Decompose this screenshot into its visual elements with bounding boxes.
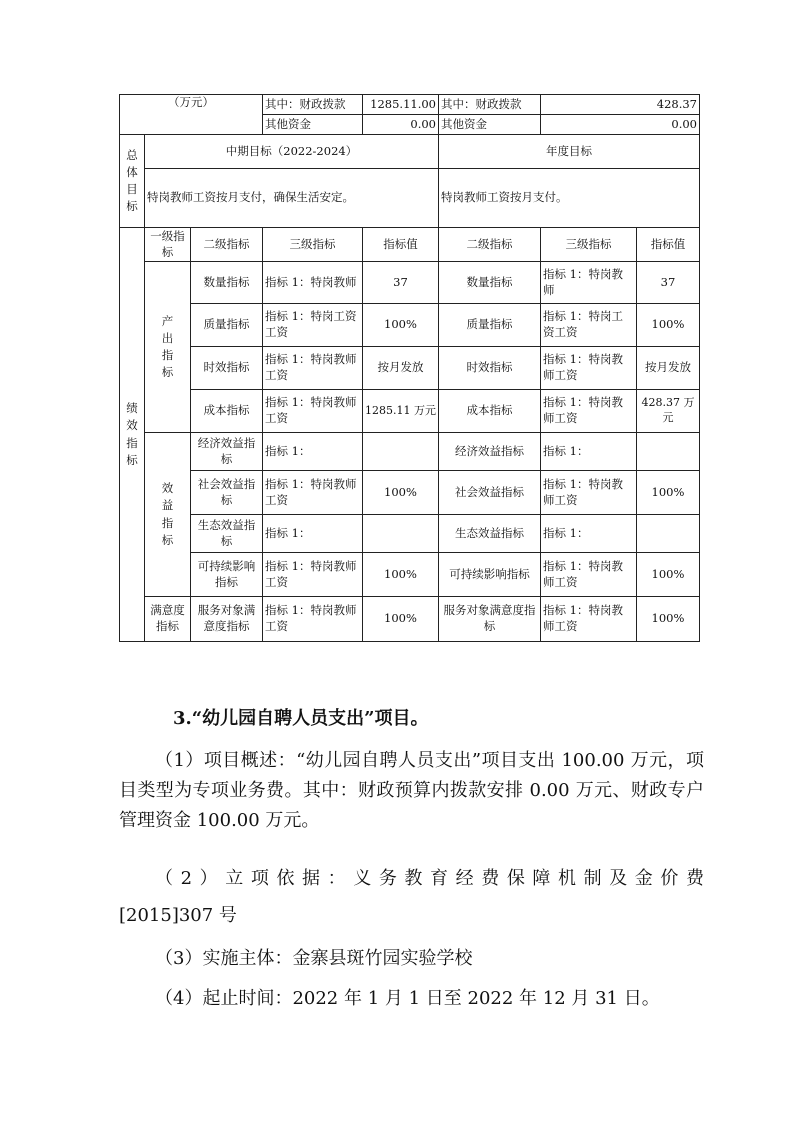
level2-cell: 数量指标	[191, 262, 263, 304]
project-basis-line1: （2）立项依据：义务教育经费保障机制及金价费	[155, 868, 704, 889]
level2-cell: 质量指标	[191, 304, 263, 347]
funds-unit-label: （万元）	[120, 95, 263, 135]
level2-annual-cell: 成本指标	[439, 390, 541, 433]
value-annual-cell: 100%	[637, 553, 700, 597]
level2-annual-cell: 数量指标	[439, 262, 541, 304]
value-annual-cell: 100%	[637, 597, 700, 642]
level3-cell: 指标 1：特岗教师工资	[263, 347, 363, 390]
mid-other-value: 0.00	[363, 115, 439, 135]
level3-cell: 指标 1：特岗教师工资	[263, 471, 363, 515]
level3-annual-cell: 指标 1：特岗教师工资	[541, 347, 637, 390]
level3-annual-cell: 指标 1：特岗工资工资	[541, 304, 637, 347]
value-cell: 100%	[363, 553, 439, 597]
annual-fiscal-label: 其中：财政拨款	[439, 95, 541, 115]
value-annual-cell	[637, 433, 700, 471]
level3-annual-cell: 指标 1：特岗教师工资	[541, 553, 637, 597]
level3-annual-cell: 指标 1：特岗教师工资	[541, 471, 637, 515]
level2-annual-cell: 服务对象满意度指标	[439, 597, 541, 642]
value-annual-cell: 37	[637, 262, 700, 304]
output-indicator-label: 产出指标	[145, 262, 191, 433]
header-level3-annual: 三级指标	[541, 228, 637, 262]
level3-cell: 指标 1：特岗教师	[263, 262, 363, 304]
table-row	[120, 471, 700, 515]
level2-annual-cell: 经济效益指标	[439, 433, 541, 471]
table-row	[120, 433, 700, 471]
value-annual-cell: 428.37 万元	[637, 390, 700, 433]
level3-annual-cell: 指标 1：特岗教师	[541, 262, 637, 304]
level3-cell: 指标 1：特岗工资工资	[263, 304, 363, 347]
value-cell: 100%	[363, 304, 439, 347]
value-cell: 37	[363, 262, 439, 304]
annual-header: 年度目标	[439, 135, 700, 169]
mid-fiscal-value: 1285.11.00	[363, 95, 439, 115]
level2-annual-cell: 生态效益指标	[439, 515, 541, 553]
mid-term-header: 中期目标（2022-2024）	[145, 135, 439, 169]
value-cell: 按月发放	[363, 347, 439, 390]
level2-annual-cell: 质量指标	[439, 304, 541, 347]
satisfaction-indicator-label: 满意度指标	[145, 597, 191, 642]
project-overview: （1）项目概述：“幼儿园自聘人员支出”项目支出 100.00 万元，项目类型为专项业务费。其中：财政预算内拨款安排 0.00 万元、财政专户管理资金 100.00 万元。	[119, 750, 704, 831]
benefit-indicator-label: 效益指标	[145, 433, 191, 597]
header-level3: 三级指标	[263, 228, 363, 262]
mid-term-goal-text: 特岗教师工资按月支付，确保生活安定。	[145, 169, 439, 228]
table-row	[120, 515, 700, 553]
level2-cell: 时效指标	[191, 347, 263, 390]
section-heading: 3.“幼儿园自聘人员支出”项目。	[173, 708, 429, 729]
value-cell: 1285.11 万元	[363, 390, 439, 433]
mid-other-label: 其他资金	[263, 115, 363, 135]
project-period: （4）起止时间：2022 年 1 月 1 日至 2022 年 12 月 31 日。	[155, 988, 660, 1009]
header-level2: 二级指标	[191, 228, 263, 262]
table-row	[120, 597, 700, 642]
level3-cell: 指标 1：特岗教师工资	[263, 597, 363, 642]
table-row	[120, 262, 700, 304]
performance-label: 绩效指标	[120, 228, 145, 642]
value-cell	[363, 515, 439, 553]
level2-annual-cell: 社会效益指标	[439, 471, 541, 515]
project-basis-line2: [2015]307 号	[119, 905, 237, 926]
level2-cell: 可持续影响指标	[191, 553, 263, 597]
annual-other-label: 其他资金	[439, 115, 541, 135]
level2-cell: 社会效益指标	[191, 471, 263, 515]
value-annual-cell	[637, 515, 700, 553]
performance-table	[119, 94, 700, 642]
level3-annual-cell: 指标 1：	[541, 433, 637, 471]
table-row	[120, 347, 700, 390]
value-cell: 100%	[363, 471, 439, 515]
level3-cell: 指标 1：	[263, 433, 363, 471]
level3-cell: 指标 1：	[263, 515, 363, 553]
level2-cell: 经济效益指标	[191, 433, 263, 471]
header-level2-annual: 二级指标	[439, 228, 541, 262]
table-row	[120, 390, 700, 433]
level2-annual-cell: 时效指标	[439, 347, 541, 390]
mid-fiscal-label: 其中：财政拨款	[263, 95, 363, 115]
table-row	[120, 553, 700, 597]
annual-goal-text: 特岗教师工资按月支付。	[439, 169, 700, 228]
value-annual-cell: 100%	[637, 471, 700, 515]
level3-annual-cell: 指标 1：特岗教师工资	[541, 597, 637, 642]
level2-annual-cell: 可持续影响指标	[439, 553, 541, 597]
annual-fiscal-value: 428.37	[541, 95, 700, 115]
overall-goal-label: 总体目标	[120, 135, 145, 228]
level2-cell: 成本指标	[191, 390, 263, 433]
table-row	[120, 304, 700, 347]
annual-other-value: 0.00	[541, 115, 700, 135]
header-value: 指标值	[363, 228, 439, 262]
value-cell	[363, 433, 439, 471]
level2-cell: 生态效益指标	[191, 515, 263, 553]
level2-cell: 服务对象满意度指标	[191, 597, 263, 642]
value-cell: 100%	[363, 597, 439, 642]
header-level1: 一级指标	[145, 228, 191, 262]
value-annual-cell: 按月发放	[637, 347, 700, 390]
level3-cell: 指标 1：特岗教师工资	[263, 553, 363, 597]
header-value-annual: 指标值	[637, 228, 700, 262]
level3-annual-cell: 指标 1：	[541, 515, 637, 553]
value-annual-cell: 100%	[637, 304, 700, 347]
level3-cell: 指标 1：特岗教师工资	[263, 390, 363, 433]
level3-annual-cell: 指标 1：特岗教师工资	[541, 390, 637, 433]
implementing-body: （3）实施主体：金寨县斑竹园实验学校	[155, 948, 473, 969]
